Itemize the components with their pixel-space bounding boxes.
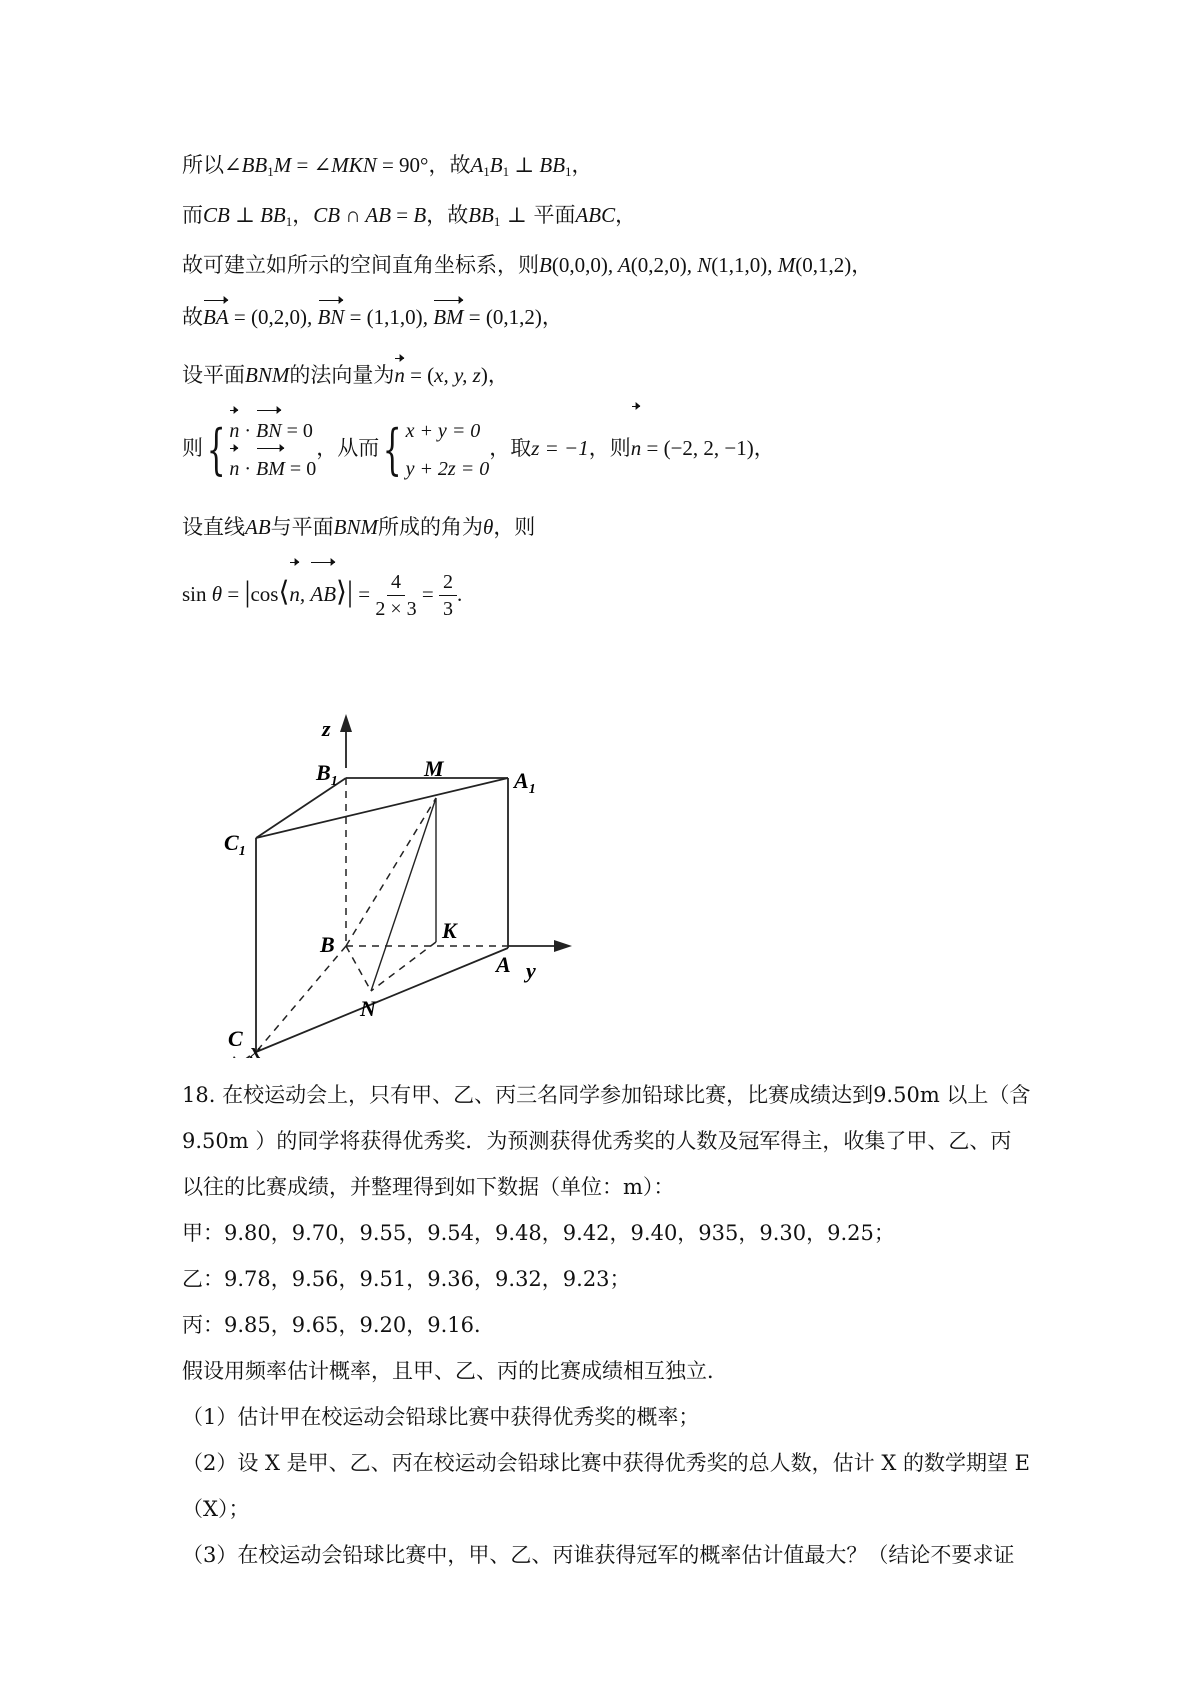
label-y: y — [526, 958, 536, 983]
question-line-2: 9.50m ）的同学将获得优秀奖．为预测获得优秀奖的人数及冠军得主，收集了甲、乙、丙 — [182, 1129, 1012, 1153]
edge-MN — [371, 798, 436, 991]
edge-C1A1 — [256, 778, 508, 838]
question-line-3: 以往的比赛成绩，并整理得到如下数据（单位：m）： — [182, 1175, 675, 1199]
edge-BN-hidden — [346, 946, 371, 991]
x-arrow — [226, 1056, 244, 1058]
question-line-6: 丙：9.85，9.65，9.20，9.16． — [182, 1313, 496, 1337]
label-K: K — [442, 918, 457, 943]
solution-line-3: 故可建立如所示的空间直角坐标系，则B(0,0,0), A(0,2,0), N(1,1,0), M(0,1,2)， — [182, 253, 873, 277]
normal-vector-math: n = (x, y, z) — [394, 363, 488, 387]
edge-KN-hidden — [371, 942, 436, 991]
x-axis — [236, 1056, 250, 1058]
math-angle-equality: $\angle BB_1M$ = ∠MKN = 90° — [224, 153, 429, 179]
math-perpendicular: $A_1B_1$ ⊥ $BB_1$ — [470, 153, 572, 179]
solution-line-2: 而CB ⊥ $BB_1$，CB ∩ AB = B，故$BB_1$ ⊥ 平面ABC， — [182, 203, 637, 229]
z-arrow — [340, 714, 352, 732]
y-arrow — [554, 940, 572, 952]
label-C1: $C_1$ — [224, 830, 246, 859]
question-line-1: 18. 在校运动会上，只有甲、乙、丙三名同学参加铅球比赛，比赛成绩达到9.50m 以上（含 — [182, 1083, 1031, 1107]
label-A1: $A_1$ — [514, 768, 536, 797]
solution-line-4: 故BA = (0,2,0), BN = (1,1,0), BM = (0,1,2)， — [182, 302, 563, 332]
equation-system-1: { n · BN = 0 n · BM = 0 — [203, 412, 316, 488]
fraction-2: $\frac{2}{3}$ — [439, 569, 457, 622]
question-line-4: 甲：9.80，9.70，9.55，9.54，9.48，9.42，9.40，935，9.30，9.25； — [182, 1221, 895, 1245]
label-N: N — [360, 996, 376, 1021]
question-line-10: （X）； — [182, 1497, 250, 1521]
fraction-1: $\frac{4}{2 \times 3}$ — [375, 571, 417, 620]
solution-line-1: 所以$\angle BB_1M$ = ∠MKN = 90°，故$A_1B_1$ ⊥ $BB_1$， — [182, 153, 593, 179]
solution-line-7: 设直线AB与平面BNM所成的角为θ，则 — [182, 515, 536, 539]
equation-system-2: { x + y = 0 y + 2z = 0 — [382, 417, 490, 481]
coordinates-math: B(0,0,0), A(0,2,0), N(1,1,0), M(0,1,2) — [539, 253, 852, 277]
edge-BC-hidden — [256, 946, 346, 1052]
prism-coordinate-figure — [196, 688, 576, 1058]
edge-CA — [256, 948, 508, 1052]
label-C: C — [228, 1026, 243, 1051]
question-line-9: （2）设 X 是甲、乙、丙在校运动会铅球比赛中获得优秀奖的总人数，估计 X 的数学期望 E — [182, 1451, 1030, 1475]
label-M: M — [424, 756, 444, 781]
label-A: A — [496, 952, 511, 977]
solution-line-8: sin θ = |cos⟨n, AB⟩| = $\frac{4}{2 \times 3}$ = $\frac{2}{3}$ . — [182, 562, 462, 626]
label-x: x — [250, 1038, 261, 1063]
label-B1: $B_1$ — [316, 760, 338, 789]
edge-BM-hidden — [346, 798, 436, 946]
label-B: B — [320, 932, 335, 957]
sine-formula: sin θ = |cos⟨n, AB⟩| = — [182, 582, 375, 606]
question-line-7: 假设用频率估计概率，且甲、乙、丙的比赛成绩相互独立． — [182, 1359, 728, 1383]
solution-line-5: 设平面BNM的法向量为n = (x, y, z)， — [182, 360, 509, 390]
label-z: z — [322, 716, 331, 741]
vectors-math: BA = (0,2,0), BN = (1,1,0), BM = (0,1,2) — [203, 305, 542, 329]
question-line-5: 乙：9.78，9.56，9.51，9.36，9.32，9.23； — [182, 1267, 631, 1291]
solution-line-6: 则 { n · BN = 0 n · BM = 0 ，从而 { x + y = 0 y + 2z = 0 ，取z = −1，则n = (−2, 2, −1)， — [182, 408, 775, 488]
question-line-8: （1）估计甲在校运动会铅球比赛中获得优秀奖的概率； — [182, 1405, 700, 1429]
question-line-11: （3）在校运动会铅球比赛中，甲、乙、丙谁获得冠军的概率估计值最大？（结论不要求证 — [182, 1543, 1015, 1567]
